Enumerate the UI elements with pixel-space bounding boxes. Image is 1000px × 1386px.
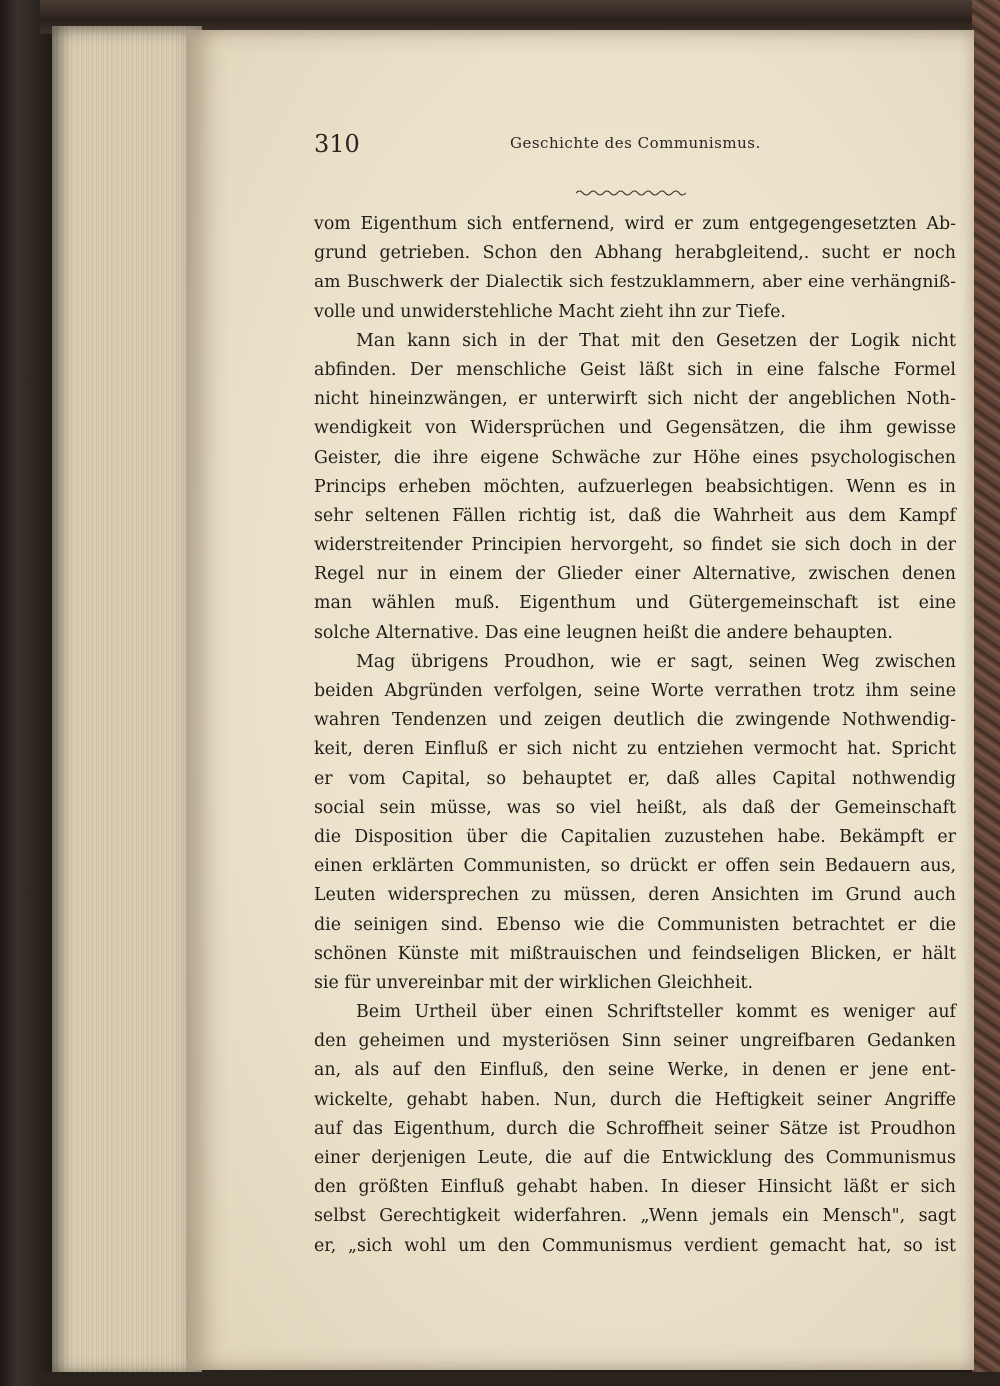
text-line: Princips erheben möchten, aufzuerlegen beabsichtigen. Wenn es in <box>314 476 956 497</box>
text-line: vom Eigenthum sich entfernend, wird er zum entgegengesetzten Ab- <box>314 214 956 234</box>
text-line: wahren Tendenzen und zeigen deutlich die zwingende Nothwendig- <box>314 710 956 731</box>
text-line: schönen Künste mit mißtrauischen und feindseligen Blicken, er hält <box>314 943 956 964</box>
text-line: abfinden. Der menschliche Geist läßt sich in eine falsche Formel <box>314 359 956 380</box>
text-line: nicht hineinzwängen, er unterwirft sich nicht der angeblichen Noth- <box>314 389 956 410</box>
text-line: keit, deren Einfluß er sich nicht zu entziehen vermocht hat. Spricht <box>314 739 956 760</box>
paragraph <box>314 327 956 648</box>
running-title: Geschichte des Communismus. <box>510 134 761 152</box>
text-line: Man kann sich in der That mit den Gesetzen der Logik nicht <box>356 330 956 351</box>
text-line: beiden Abgründen verfolgen, seine Worte verrathen trotz ihm seine <box>314 681 956 701</box>
text-line: Beim Urtheil über einen Schriftsteller kommt es weniger auf <box>356 1002 956 1023</box>
text-line: die seinigen sind. Ebenso wie die Communisten betrachtet er die <box>314 914 956 935</box>
text-line: sie für unvereinbar mit der wirklichen Gleichheit. <box>314 972 754 993</box>
text-line: den geheimen und mysteriösen Sinn seiner ungreifbaren Gedanken <box>314 1031 956 1052</box>
text-line: er vom Capital, so behauptet er, daß alles Capital nothwendig <box>314 768 956 789</box>
text-line: selbst Gerechtigkeit widerfahren. „Wenn jemals ein Mensch", sagt <box>314 1206 956 1227</box>
page-number: 310 <box>314 130 360 158</box>
text-line: grund getrieben. Schon den Abhang herabgleitend,. sucht er noch <box>314 243 956 264</box>
wavy-rule-ornament <box>576 188 686 198</box>
text-line: sehr seltenen Fällen richtig ist, daß die Wahrheit aus dem Kampf <box>314 505 956 526</box>
text-line: man wählen muß. Eigenthum und Gütergemeinschaft ist eine <box>314 593 956 614</box>
paragraph <box>314 648 956 998</box>
page-body-text <box>314 210 956 1261</box>
text-line: widerstreitender Principien hervorgeht, so findet sie sich doch in der <box>314 535 956 556</box>
marbled-cover-right <box>972 0 1000 1386</box>
text-line: Geister, die ihre eigene Schwäche zur Höhe eines psychologischen <box>314 447 956 468</box>
text-line: den größten Einfluß gehabt haben. In dieser Hinsicht läßt er sich <box>314 1177 956 1198</box>
book-page <box>186 30 974 1370</box>
text-line: Leuten widersprechen zu müssen, deren Ansichten im Grund auch <box>314 885 956 906</box>
text-line: einen erklärten Communisten, so drückt er offen sein Bedauern aus, <box>314 856 956 877</box>
text-line: er, „sich wohl um den Communismus verdient gemacht hat, so ist <box>314 1235 956 1256</box>
text-line: am Buschwerk der Dialectik sich festzuklammern, aber eine verhängniß- <box>314 272 956 293</box>
text-line: wickelte, gehabt haben. Nun, durch die Heftigkeit seiner Angriffe <box>314 1089 956 1110</box>
text-line: wendigkeit von Widersprüchen und Gegensätzen, die ihm gewisse <box>314 418 956 439</box>
text-line: an, als auf den Einfluß, den seine Werke, in denen er jene ent- <box>314 1060 956 1081</box>
text-line: auf das Eigenthum, durch die Schroffheit seiner Sätze ist Proudhon <box>314 1118 956 1139</box>
page-header <box>314 130 944 170</box>
paragraph <box>314 998 956 1261</box>
book-bottom-edge <box>40 1372 1000 1386</box>
page-edges <box>52 26 202 1376</box>
text-line: die Disposition über die Capitalien zuzustehen habe. Bekämpft er <box>314 826 956 847</box>
text-line: volle und unwiderstehliche Macht zieht ihn zur Tiefe. <box>314 301 786 322</box>
text-line: solche Alternative. Das eine leugnen heißt die andere behaupten. <box>314 622 893 643</box>
paragraph <box>314 210 956 327</box>
text-line: Mag übrigens Proudhon, wie er sagt, seinen Weg zwischen <box>356 651 956 672</box>
text-line: einer derjenigen Leute, die auf die Entwicklung des Communismus <box>314 1148 956 1168</box>
book-cover-left <box>0 0 60 1386</box>
text-line: Regel nur in einem der Glieder einer Alternative, zwischen denen <box>314 564 956 585</box>
text-line: social sein müsse, was so viel heißt, als daß der Gemeinschaft <box>314 797 956 818</box>
